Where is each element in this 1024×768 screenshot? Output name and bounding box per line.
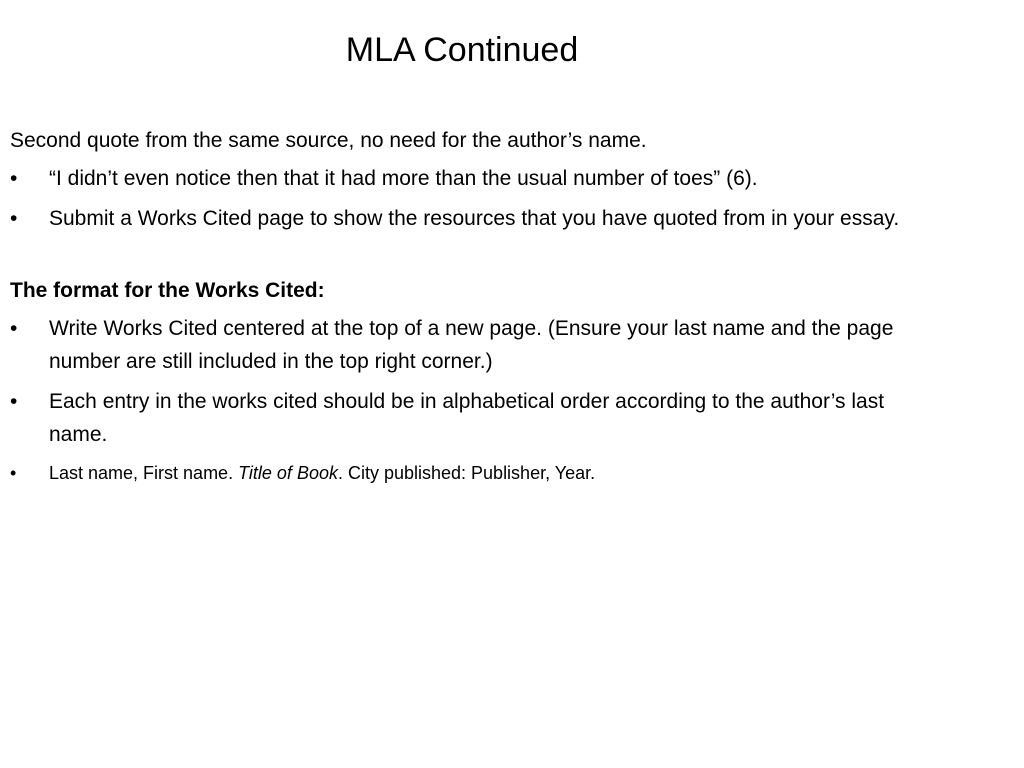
- citation-title-italic: Title of Book: [238, 463, 338, 483]
- citation-format-text: [49, 463, 595, 483]
- citation-before: Last name, First name.: [49, 463, 239, 483]
- citation-after: . City published: Publisher, Year.: [337, 463, 596, 483]
- bullet-item-quote: [10, 162, 910, 195]
- bullet-item-alphabetical: [10, 385, 910, 451]
- bullet-text: “I didn’t even notice then that it had more than the usual number of toes” (6).: [49, 167, 758, 190]
- bullet-text: Write Works Cited centered at the top of a new page. (Ensure your last name and the page number are still included in the top right corner.): [49, 317, 894, 373]
- bullet-item-citation-format: [10, 458, 910, 488]
- intro-text: Second quote from the same source, no need for the author’s name.: [10, 129, 647, 152]
- slide-title: MLA Continued: [345, 31, 579, 69]
- bullet-item-centered: [10, 312, 910, 378]
- bullet-icon: •: [10, 167, 18, 190]
- bullet-text: Each entry in the works cited should be in alphabetical order according to the author’s last name.: [49, 390, 885, 446]
- bullet-icon: •: [10, 317, 18, 340]
- bullet-icon: •: [10, 207, 18, 230]
- bullet-icon: •: [10, 463, 17, 483]
- section-heading: The format for the Works Cited:: [10, 279, 325, 302]
- bullet-item-works-cited: [10, 202, 910, 235]
- bullet-icon: •: [10, 390, 18, 413]
- slide-content: [10, 124, 910, 495]
- bullet-text: Submit a Works Cited page to show the resources that you have quoted from in your essay.: [49, 207, 900, 230]
